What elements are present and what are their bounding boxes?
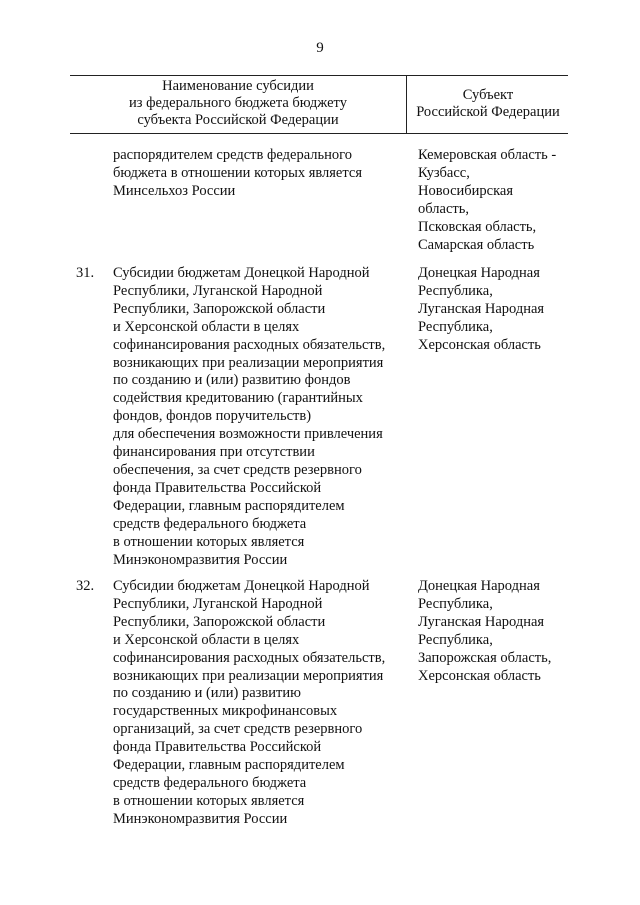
text-line: для обеспечения возможности привлечения [113,426,383,443]
text-line: Новосибирская [418,182,514,199]
page-number: 9 [316,40,324,56]
header-line: Субъект [462,87,514,103]
text-line: Донецкая Народная [418,265,540,281]
header-line: из федерального бюджета бюджету [129,95,347,111]
text-line: область, [418,200,469,217]
federation-subject [418,147,578,254]
text-line: Республика, [418,595,493,612]
text-line: Субсидии бюджетам Донецкой Народной [113,578,370,594]
text-line: в отношении которых является [113,792,305,809]
header-line: субъекта Российской Федерации [137,112,339,128]
table-top-rule [70,75,568,76]
text-line: Минсельхоз России [113,182,236,199]
text-line: софинансирования расходных обязательств, [113,649,386,666]
text-line: Федерации, главным распорядителем [113,757,345,774]
row-number: 31. [76,265,95,281]
text-line: фондов, фондов поручительств) [113,408,312,425]
federation-subject [418,578,578,685]
text-line: Республики, Луганской Народной [113,282,323,299]
text-line: Республики, Запорожской области [113,300,326,317]
text-line: по созданию и (или) развитию фондов [113,372,351,389]
header-line: Наименование субсидии [162,78,314,94]
subsidy-name [113,147,403,201]
text-line: Херсонская область [418,336,541,353]
header-line: Российской Федерации [416,104,560,120]
text-line: Республики, Луганской Народной [113,595,323,612]
table-header-divider [406,75,407,133]
text-line: Кемеровская область - [418,147,557,163]
text-line: Субсидии бюджетам Донецкой Народной [113,265,370,281]
text-line: Республика, [418,631,493,648]
text-line: софинансирования расходных обязательств, [113,336,386,353]
text-line: Кузбасс, [418,164,470,181]
text-line: в отношении которых является [113,533,305,550]
column-header-subject [408,87,568,121]
text-line: Республики, Запорожской области [113,613,326,630]
text-line: Минэкономразвития России [113,551,288,568]
text-line: Донецкая Народная [418,578,540,594]
text-line: финансирования при отсутствии [113,444,315,461]
text-line: по созданию и (или) развитию [113,685,301,702]
text-line: средств федерального бюджета [113,774,307,791]
text-line: содействия кредитованию (гарантийных [113,390,363,407]
text-line: распорядителем средств федерального [113,147,352,163]
text-line: и Херсонской области в целях [113,318,300,335]
text-line: организаций, за счет средств резервного [113,721,363,738]
text-line: возникающих при реализации мероприятия [113,667,384,684]
column-header-subsidy-name [72,78,404,129]
subsidy-name [113,578,403,829]
text-line: средств федерального бюджета [113,515,307,532]
federation-subject [418,265,578,355]
text-line: Самарская область [418,236,535,253]
text-line: фонда Правительства Российской [113,479,322,496]
text-line: и Херсонской области в целях [113,631,300,648]
text-line: Псковская область, [418,218,537,235]
text-line: бюджета в отношении которых является [113,164,362,181]
text-line: возникающих при реализации мероприятия [113,354,384,371]
table-header-bottom-rule [70,133,568,134]
text-line: Минэкономразвития России [113,810,288,827]
text-line: Республика, [418,318,493,335]
text-line: Федерации, главным распорядителем [113,497,345,514]
text-line: Луганская Народная [418,300,545,317]
text-line: Республика, [418,282,493,299]
text-line: Луганская Народная [418,613,545,630]
text-line: Запорожская область, [418,649,552,666]
text-line: Херсонская область [418,667,541,684]
text-line: фонда Правительства Российской [113,739,322,756]
subsidy-name [113,265,403,569]
text-line: обеспечения, за счет средств резервного [113,461,362,478]
text-line: государственных микрофинансовых [113,703,338,720]
row-number: 32. [76,578,95,594]
